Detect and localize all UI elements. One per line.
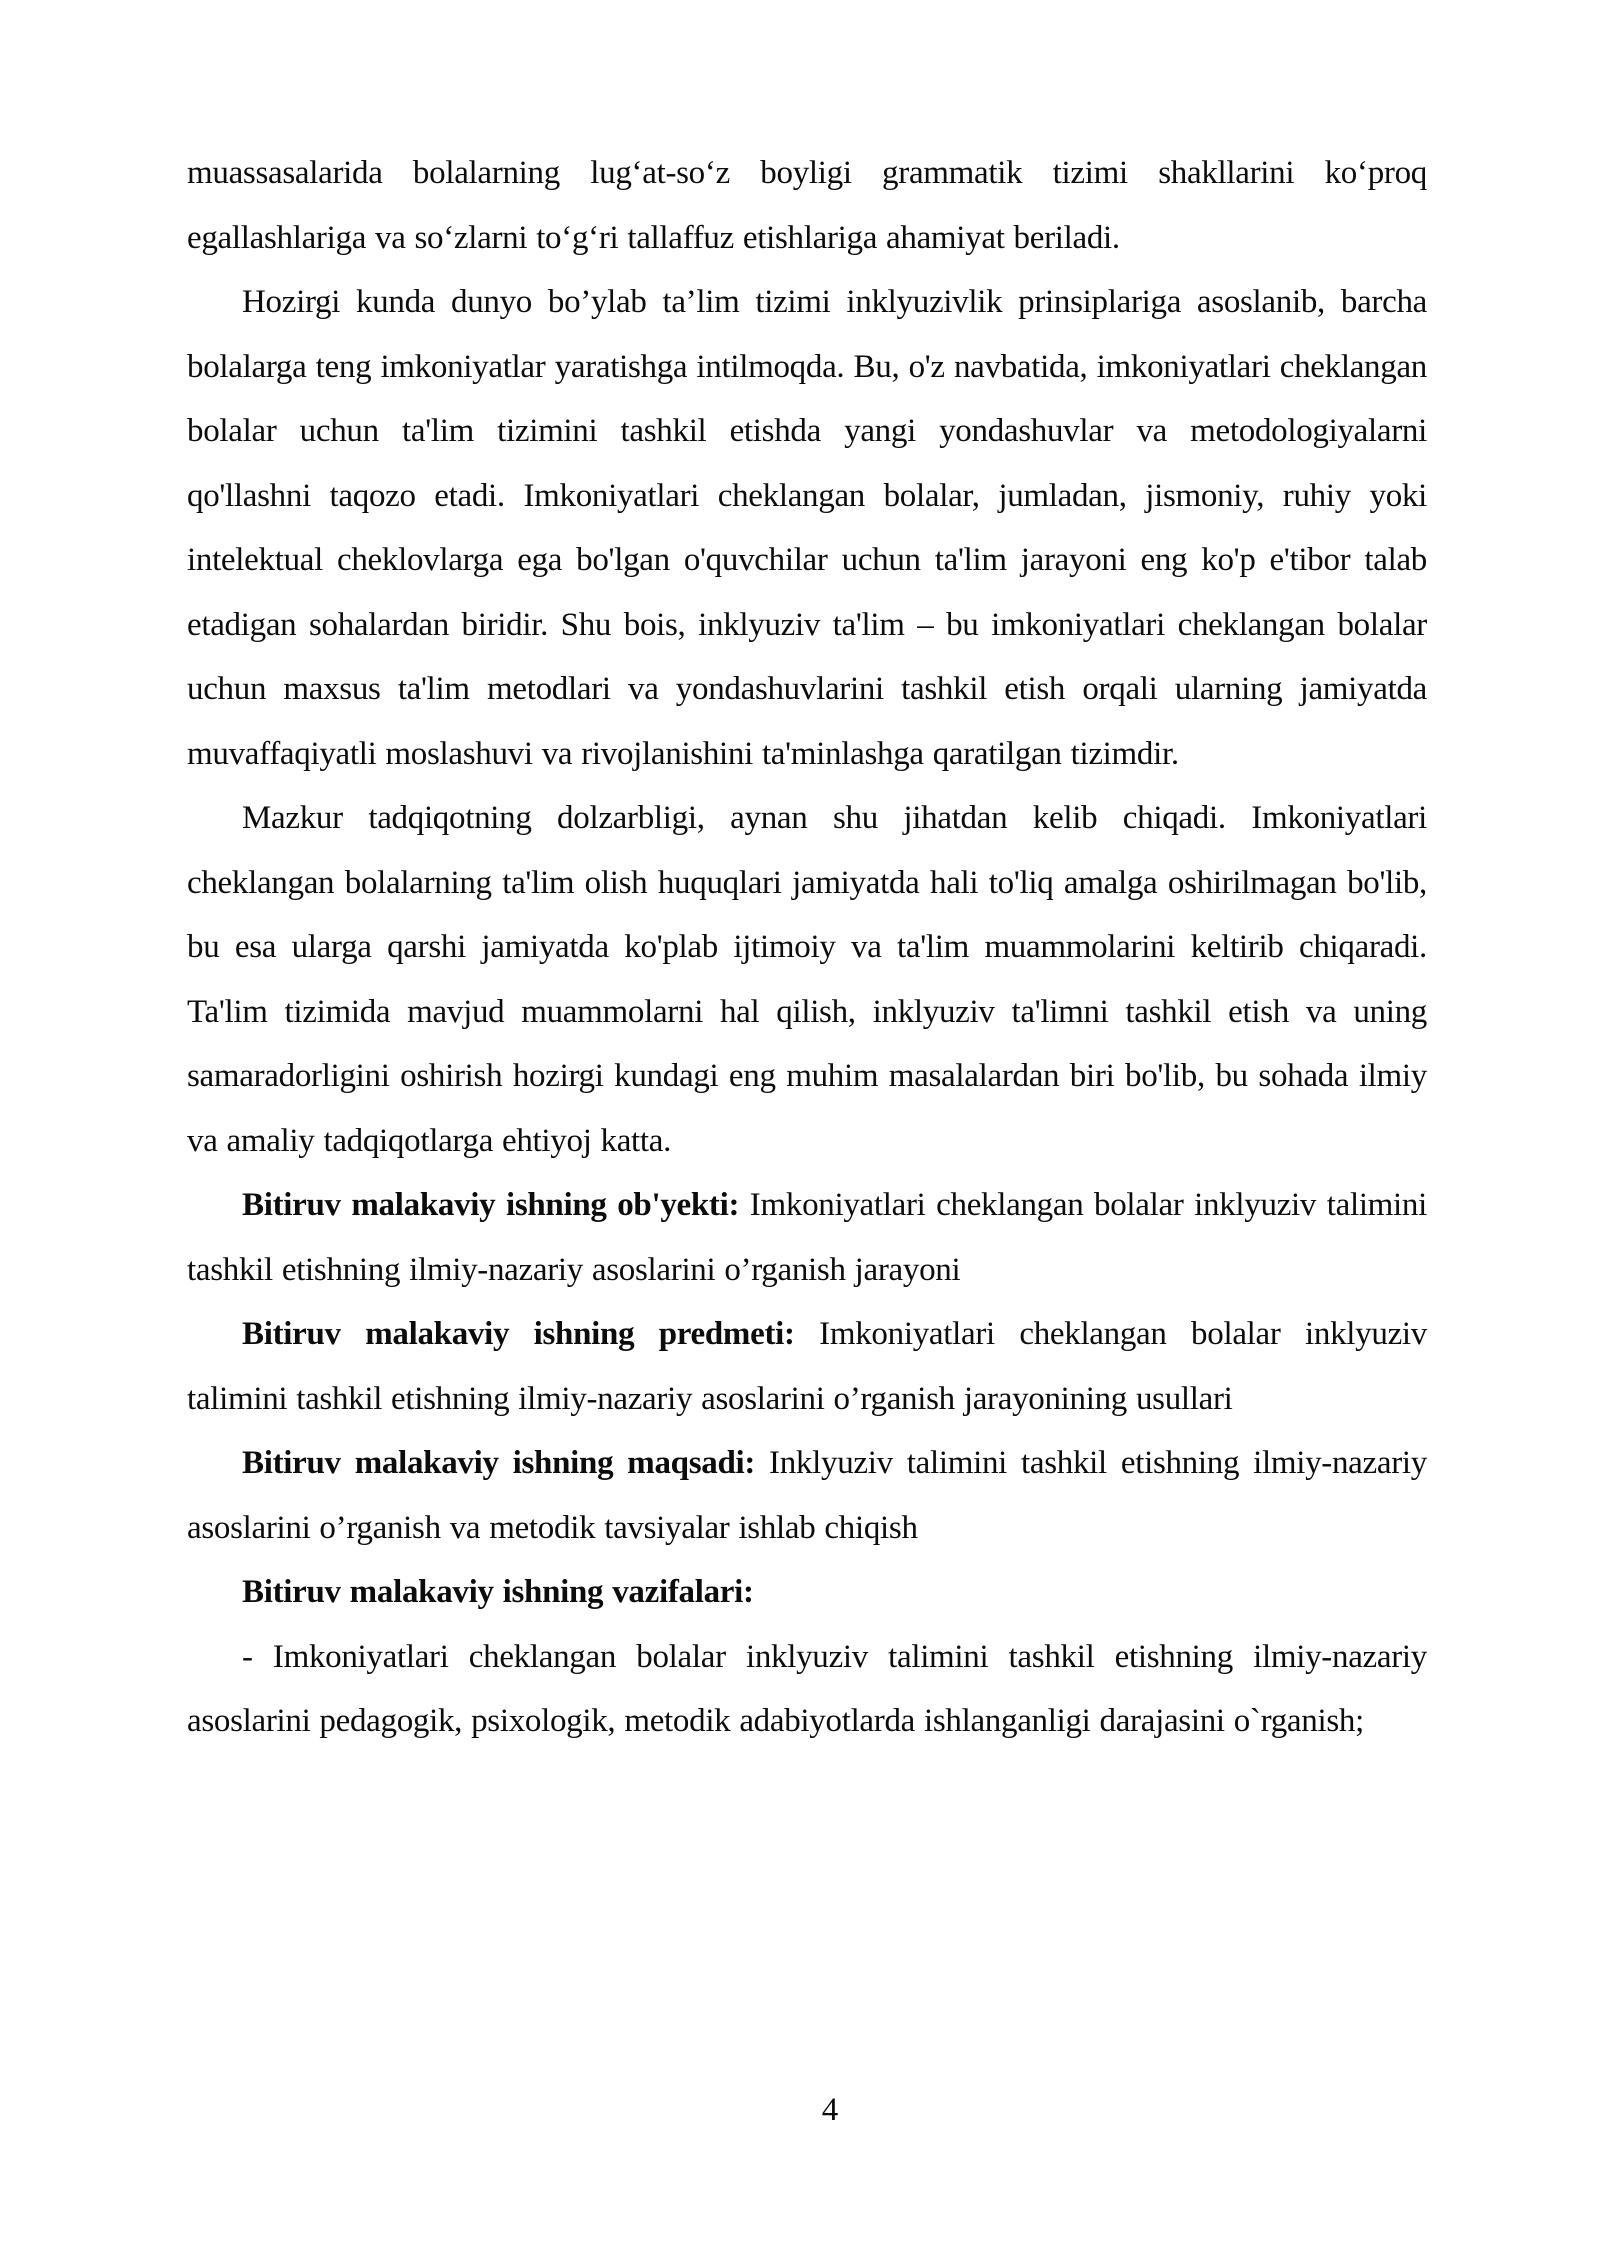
paragraph-tasks-heading: [187, 1560, 1427, 1625]
paragraph-text: - Imkoniyatlari cheklangan bolalar inklyuziv talimini tashkil etishning ilmiy-nazariy asoslarini pedagogik, psixologik, metodik adabiyotlarda ishlanganligi darajasini o`rganish;: [187, 1638, 1427, 1739]
paragraph-lead: Bitiruv malakaviy ishning predmeti:: [242, 1316, 795, 1352]
paragraph-purpose: [187, 1431, 1427, 1560]
document-body: [187, 141, 1427, 1754]
paragraph-lead: Bitiruv malakaviy ishning ob'yekti:: [242, 1187, 740, 1223]
paragraph-text: Mazkur tadqiqotning dolzarbligi, aynan shu jihatdan kelib chiqadi. Imkoniyatlari cheklangan bolalarning ta'lim olish huquqlari jamiyatda hali to'liq amalga oshirilmagan bo'lib, bu esa ularga qarshi jamiyatda ko'plab ijtimoiy va ta'lim muammolarini keltirib chiqaradi. Ta'lim tizimida mavjud muammolarni hal qilish, inklyuziv ta'limni tashkil etish va uning samaradorligini oshirish hozirgi kundagi eng muhim masalalardan biri bo'lib, bu sohada ilmiy va amaliy tadqiqotlarga ehtiyoj katta.: [187, 800, 1427, 1159]
paragraph: [187, 270, 1427, 786]
page-number: 4: [821, 2092, 839, 2128]
paragraph-lead: Bitiruv malakaviy ishning vazifalari:: [242, 1574, 754, 1610]
paragraph-text: muassasalarida bolalarning lug‘at-so‘z boyligi grammatik tizimi shakllarini ko‘proq egallashlariga va so‘zlarni to‘g‘ri tallaffuz etishlariga ahamiyat beriladi.: [187, 155, 1427, 256]
paragraph-lead: Bitiruv malakaviy ishning maqsadi:: [242, 1445, 756, 1481]
paragraph-objective: [187, 1173, 1427, 1302]
paragraph-text: Inklyuziv talimini tashkil etishning ilmiy-nazariy asoslarini o’rganish va metodik tavsiyalar ishlab chiqish: [187, 1445, 1427, 1546]
paragraph-continuation: [187, 141, 1427, 270]
paragraph-text: Imkoniyatlari cheklangan bolalar inklyuziv talimini tashkil etishning ilmiy-nazariy asoslarini o’rganish jarayonining usullari: [187, 1316, 1427, 1417]
paragraph-text: Imkoniyatlari cheklangan bolalar inklyuziv talimini tashkil etishning ilmiy-nazariy asoslarini o’rganish jarayoni: [187, 1187, 1427, 1288]
paragraph-subject: [187, 1302, 1427, 1431]
paragraph-task-item: [187, 1625, 1427, 1754]
paragraph-text: Hozirgi kunda dunyo bo’ylab ta’lim tizimi inklyuzivlik prinsiplariga asoslanib, barcha bolalarga teng imkoniyatlar yaratishga intilmoqda. Bu, o'z navbatida, imkoniyatlari cheklangan bolalar uchun ta'lim tizimini tashkil etishda yangi yondashuvlar va metodologiyalarni qo'llashni taqozo etadi. Imkoniyatlari cheklangan bolalar, jumladan, jismoniy, ruhiy yoki intelektual cheklovlarga ega bo'lgan o'quvchilar uchun ta'lim jarayoni eng ko'p e'tibor talab etadigan sohalardan biridir. Shu bois, inklyuziv ta'lim – bu imkoniyatlari cheklangan bolalar uchun maxsus ta'lim metodlari va yondashuvlarini tashkil etish orqali ularning jamiyatda muvaffaqiyatli moslashuvi va rivojlanishini ta'minlashga qaratilgan tizimdir.: [187, 284, 1427, 772]
paragraph: [187, 786, 1427, 1173]
